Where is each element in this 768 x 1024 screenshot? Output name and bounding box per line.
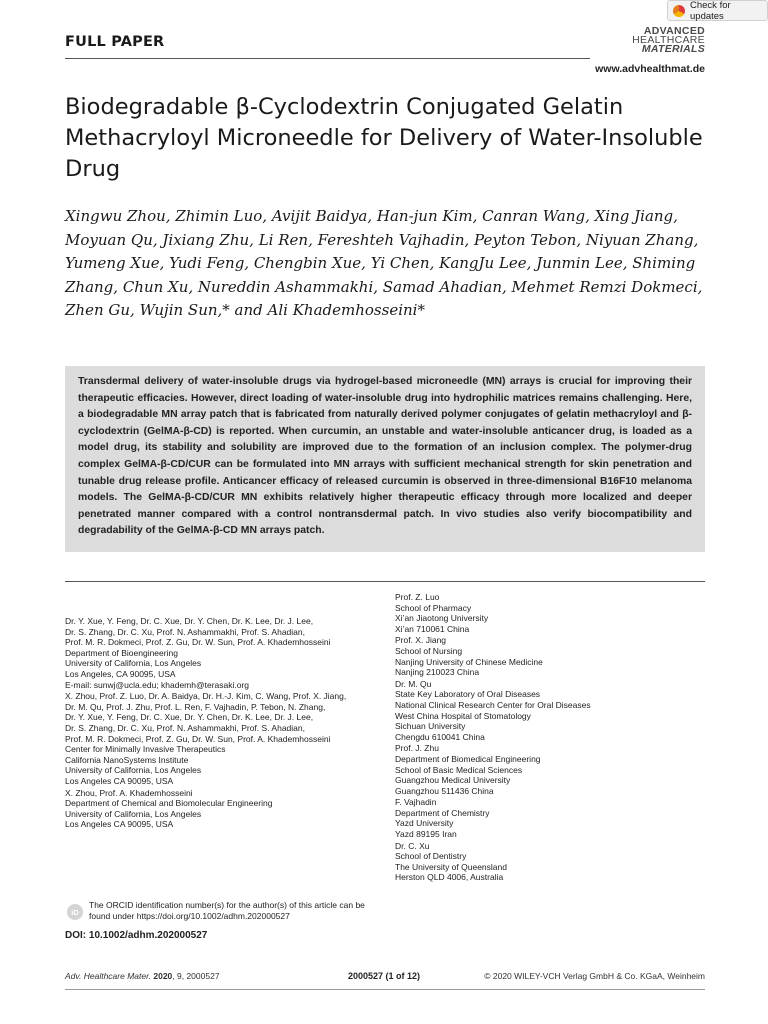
affiliation-block: Dr. M. Qu State Key Laboratory of Oral Diseases National Clinical Research Center for Oral Diseases West China Hospital of Stomatology Sichuan University Chengdu 610041 China (395, 678, 591, 742)
affiliation-block: X. Zhou, Prof. A. Khademhosseini Department of Chemical and Biomolecular Engineering University of California, Los Angeles Los Angeles CA 90095, USA (65, 787, 273, 830)
journal-citation (65, 971, 220, 981)
crossmark-icon (673, 5, 685, 17)
orcid-icon: iD (67, 904, 83, 920)
doi-link[interactable]: DOI: 10.1002/adhm.202000527 (65, 930, 208, 941)
logo-line-3: MATERIALS (641, 43, 705, 55)
article-title: Biodegradable β-Cyclodextrin Conjugated Gelatin Methacryloyl Microneedle for Delivery of Water-Insoluble Drug (65, 94, 703, 182)
affiliation-block: Prof. X. Jiang School of Nursing Nanjing University of Chinese Medicine Nanjing 210023 China (395, 635, 543, 678)
abstract-text: Transdermal delivery of water-insoluble drugs via hydrogel-based microneedle (MN) arrays is crucial for improving their therapeutic efficacies. However, direct loading of water-insoluble drug into hydrophilic matrices remains challenging. Here, a biodegradable MN array patch that is fabricated from naturally derived polymer conjugates of gelatin methacryloyl and β-cyclodextrin (GelMA-β-CD) is reported. When curcumin, an unstable and water-insoluble anticancer drug, is loaded as a model drug, its stability and solubility are improved due to the formation of an inclusion complex. The polymer-drug complex GelMA-β-CD/CUR can be formulated into MN arrays with sufficient mechanical strength for skin penetration and tunable drug release profile. Anticancer efficacy of released curcumin is observed in three-dimensional B16F10 melanoma models. The GelMA-β-CD/CUR MN exhibits relatively higher therapeutic efficacy through more localized and deeper penetrated manner compared with a control nontransdermal patch. In vivo studies also verify biocompatibility and degradability of the GelMA-β-CD MN arrays patch. (78, 376, 692, 537)
journal-website-link[interactable]: www.advhealthmat.de (595, 63, 705, 75)
affiliation-block: Prof. J. Zhu Department of Biomedical Engineering School of Basic Medical Sciences Guangzhou Medical University Guangzhou 511436 China (395, 743, 541, 796)
affiliation-block: Dr. C. Xu School of Dentistry The University of Queensland Herston QLD 4006, Australia (395, 840, 507, 883)
section-label: FULL PAPER (65, 34, 165, 50)
journal-volume: , 9, 2000527 (172, 971, 220, 981)
affiliation-block: Prof. Z. Luo School of Pharmacy Xi’an Jiaotong University Xi’an 710061 China (395, 592, 489, 634)
footnote-divider (65, 581, 705, 582)
orcid-note: The ORCID identification number(s) for the author(s) of this article can be found under https://doi.org/10.1002/adhm.202000527 (89, 900, 365, 921)
header-divider (65, 58, 590, 59)
abstract-box (65, 366, 705, 552)
affiliations-left (65, 616, 385, 831)
affiliations-right (395, 592, 705, 884)
journal-logo (590, 27, 705, 54)
journal-year: 2020 (153, 971, 173, 981)
logo-line-1: ADVANCED (643, 25, 705, 37)
check-for-updates-button[interactable] (667, 0, 768, 21)
check-for-updates-label: Check for updates (690, 0, 731, 22)
affiliation-block: X. Zhou, Prof. Z. Luo, Dr. A. Baidya, Dr. H.-J. Kim, C. Wang, Prof. X. Jiang, Dr. M. Qu, Prof. J. Zhu, Prof. L. Ren, F. Vajhadin, P. Tebon, N. Zhang, Dr. Y. Xue, Y. Feng, Dr. C. Xue, Dr. Y. Chen, Dr. K. Lee, Dr. J. Lee, Dr. S. Zhang, Dr. C. Xu, Prof. N. Ashammakhi, Prof. S. Ahadian, Prof. M. R. Dokmeci, Prof. Z. Gu, Dr. W. Sun, Prof. A. Khademhosseini Center for Minimally Invasive Therapeutics California NanoSystems Institute University of California, Los Angeles Los Angeles CA 90095, USA (65, 691, 347, 786)
logo-line-2: HEALTHCARE (632, 34, 705, 46)
page-number: 2000527 (1 of 12) (347, 971, 421, 981)
footer-divider (65, 989, 705, 990)
journal-name: Adv. Healthcare Mater. (65, 971, 151, 981)
copyright-notice: © 2020 WILEY-VCH Verlag GmbH & Co. KGaA, Weinheim (484, 971, 705, 981)
affiliation-block: F. Vajhadin Department of Chemistry Yazd University Yazd 89195 Iran (395, 797, 490, 840)
author-list: Xingwu Zhou, Zhimin Luo, Avijit Baidya, Han-jun Kim, Canran Wang, Xing Jiang, Moyuan Qu, Jixiang Zhu, Li Ren, Fereshteh Vajhadin, Peyton Tebon, Niyuan Zhang, Yumeng Xue, Yudi Feng, Chengbin Xue, Yi Chen, KangJu Lee, Junmin Lee, Shiming Zhang, Chun Xu, Nureddin Ashammakhi, Samad Ahadian, Mehmet Remzi Dokmeci, Zhen Gu, Wujin Sun,* and Ali Khademhosseini* (65, 207, 703, 319)
affiliation-block: Dr. Y. Xue, Y. Feng, Dr. C. Xue, Dr. Y. Chen, Dr. K. Lee, Dr. J. Lee, Dr. S. Zhang, Dr. C. Xu, Prof. N. Ashammakhi, Prof. S. Ahadian, Prof. M. R. Dokmeci, Prof. Z. Gu, Dr. W. Sun, Prof. A. Khademhosseini Department of Bioengineering University of California, Los Angeles Los Angeles, CA 90095, USA E-mail: sunwj@ucla.edu; khademh@terasaki.org (65, 616, 331, 690)
